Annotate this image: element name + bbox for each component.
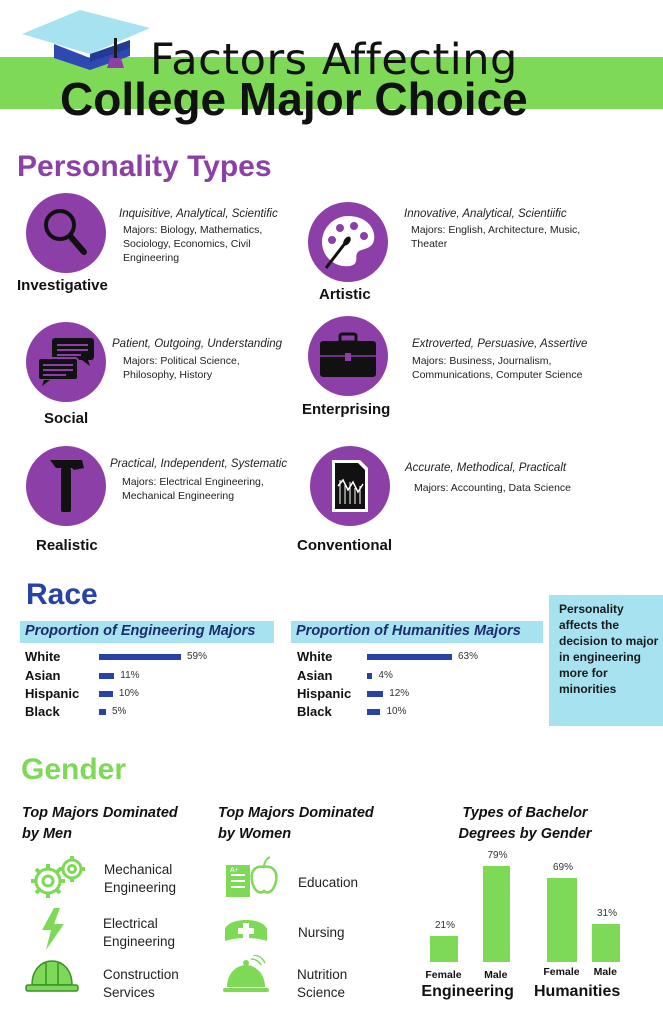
women-item-1	[298, 874, 358, 892]
degrees-title-line2: Degrees by Gender	[458, 826, 592, 842]
type-realistic-traits: Practical, Independent, Systematic	[110, 458, 288, 470]
humanities-race-value: 63%	[458, 651, 479, 662]
race-heading: Race	[26, 578, 98, 611]
humanities-race-label: Asian	[297, 668, 333, 683]
type-conventional-name: Conventional	[297, 537, 393, 554]
women-item-1-line1: Education	[298, 875, 359, 890]
type-investigative-majors: Majors: Biology, Mathematics, Sociology, Economics, Civil Engineering	[123, 224, 263, 264]
conventional-badge	[310, 446, 390, 526]
personality-heading: Personality Types	[17, 150, 272, 183]
svg-text:A+: A+	[230, 867, 239, 874]
degree-value-label: 69%	[553, 862, 574, 874]
nurse-cap-icon	[221, 915, 271, 947]
humanities-race-bar	[367, 709, 380, 715]
type-artistic-traits: Innovative, Analytical, Scientiific	[404, 208, 567, 220]
engineering-race-title: Proportion of Engineering Majors	[25, 623, 256, 639]
degree-value-label: 21%	[435, 920, 456, 932]
men-column-title-line1: Top Majors Dominated	[22, 805, 178, 821]
engineering-race-banner	[20, 621, 274, 643]
women-column-title	[218, 803, 374, 845]
degree-value-label: 31%	[597, 908, 618, 920]
report-document-icon	[310, 446, 390, 526]
engineering-race-value: 5%	[111, 706, 127, 717]
women-column-title-line1: Top Majors Dominated	[218, 805, 374, 821]
humanities-race-value: 12%	[389, 688, 410, 699]
type-social-name: Social	[44, 410, 89, 427]
title-line-2: College Major Choice	[60, 73, 528, 125]
engineering-race-label: Black	[25, 704, 60, 719]
enterprising-badge	[308, 316, 388, 396]
men-item-1-line2: Engineering	[104, 880, 177, 895]
humanities-race-bar	[367, 691, 383, 697]
gender-heading: Gender	[21, 753, 127, 786]
humanities-race-label: White	[297, 649, 333, 664]
lightning-bolt-icon	[38, 908, 68, 950]
engineering-race-label: Hispanic	[25, 686, 80, 701]
investigative-badge	[26, 193, 106, 273]
degree-bar-engineering-female	[430, 936, 458, 962]
engineering-race-bar	[99, 654, 181, 660]
women-column-title-line2: by Women	[218, 826, 292, 842]
degree-gender-label: Male	[484, 969, 508, 981]
degree-category-label: Engineering	[421, 983, 514, 1000]
degree-bar-humanities-female	[547, 878, 577, 962]
humanities-race-title: Proportion of Humanities Majors	[296, 623, 521, 639]
type-conventional-majors: Majors: Accounting, Data Science	[414, 482, 571, 494]
humanities-race-value: 10%	[386, 706, 407, 717]
title-line-1: Factors Affecting	[150, 35, 518, 85]
type-investigative-traits: Inquisitive, Analytical, Scientific	[119, 208, 278, 220]
men-item-3-line2: Services	[103, 985, 155, 1000]
type-artistic-majors: Majors: English, Architecture, Music, Theater	[411, 224, 581, 250]
type-realistic-majors: Majors: Electrical Engineering, Mechanical Engineering	[122, 476, 264, 502]
engineering-race-value: 10%	[118, 688, 139, 699]
humanities-race-label: Hispanic	[297, 686, 352, 701]
magnifying-glass-icon	[26, 193, 106, 273]
men-item-2-line1: Electrical	[103, 916, 158, 931]
women-item-2	[298, 924, 345, 942]
degree-gender-label: Female	[425, 969, 462, 981]
men-item-1-line1: Mechanical	[104, 862, 173, 877]
engineering-race-value: 11%	[120, 670, 140, 681]
type-artistic-name: Artistic	[319, 286, 371, 303]
degree-bar-engineering-male	[483, 866, 510, 962]
degree-bar-humanities-male	[592, 924, 620, 962]
race-callout-text: Personality affects the decision to major in engineering more for minorities	[559, 602, 659, 696]
men-column-title	[22, 803, 178, 845]
artistic-badge	[308, 202, 388, 282]
engineering-race-bar	[99, 673, 114, 679]
social-badge	[26, 322, 106, 402]
degree-gender-label: Male	[593, 966, 617, 978]
type-realistic-name: Realistic	[36, 537, 98, 554]
women-item-3	[297, 966, 347, 1002]
men-item-2-line2: Engineering	[103, 934, 176, 949]
realistic-badge	[26, 446, 106, 526]
degree-gender-label: Female	[543, 966, 580, 978]
apple-report-icon	[222, 855, 280, 899]
humanities-race-value: 4%	[378, 670, 393, 681]
paint-palette-icon	[308, 202, 388, 282]
gears-icon	[28, 853, 88, 903]
humanities-race-banner	[291, 621, 543, 643]
men-item-3-line1: Construction	[103, 967, 179, 982]
degrees-title-line1: Types of Bachelor	[462, 805, 588, 821]
men-item-2	[103, 915, 175, 951]
engineering-race-bar	[99, 691, 113, 697]
type-investigative-name: Investigative	[17, 277, 108, 294]
type-enterprising-name: Enterprising	[302, 401, 391, 418]
men-item-1	[104, 861, 176, 897]
briefcase-icon	[308, 316, 388, 396]
women-item-2-line1: Nursing	[298, 925, 345, 940]
engineering-race-bar	[99, 709, 106, 715]
graduation-cap-icon	[18, 8, 156, 74]
type-social-traits: Patient, Outgoing, Understanding	[112, 338, 283, 350]
degree-category-label: Humanities	[534, 983, 621, 1000]
type-enterprising-traits: Extroverted, Persuasive, Assertive	[412, 338, 588, 350]
engineering-race-label: Asian	[25, 668, 61, 683]
serving-cloche-icon	[221, 955, 271, 997]
hammer-icon	[26, 446, 106, 526]
engineering-race-value: 59%	[187, 651, 208, 662]
type-social-majors: Majors: Political Science, Philosophy, History	[123, 355, 240, 381]
degrees-chart-title	[440, 803, 610, 845]
chat-bubbles-icon	[26, 322, 106, 402]
men-column-title-line2: by Men	[22, 826, 72, 842]
men-item-3	[103, 966, 179, 1002]
type-conventional-traits: Accurate, Methodical, Practicalt	[405, 462, 567, 474]
humanities-race-bar	[367, 654, 452, 660]
women-item-3-line1: Nutrition	[297, 967, 348, 982]
hard-hat-icon	[24, 955, 80, 995]
women-item-3-line2: Science	[297, 985, 346, 1000]
engineering-race-label: White	[25, 649, 61, 664]
degree-value-label: 79%	[487, 850, 508, 861]
type-enterprising-majors: Majors: Business, Journalism, Communications, Computer Science	[412, 355, 583, 381]
humanities-race-bar	[367, 673, 372, 679]
humanities-race-label: Black	[297, 704, 332, 719]
